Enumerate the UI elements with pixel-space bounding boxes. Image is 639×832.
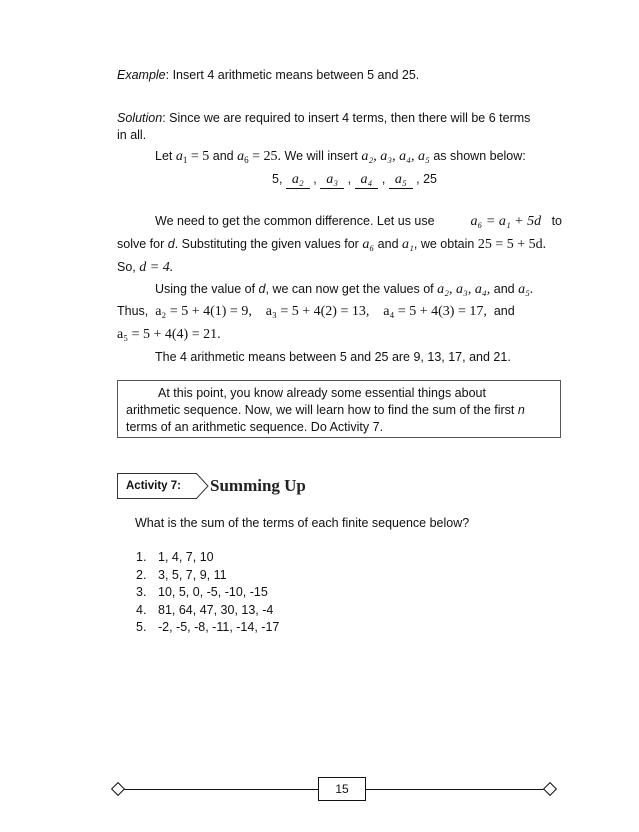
diff-text-1: We need to get the common difference. Let us use xyxy=(155,214,435,228)
eq-a4: a₄ = 5 + 4(3) = 17, xyxy=(383,304,487,319)
using-line: Using the value of d, we can now get the values of a₂, a₃, a₄, and a₅. xyxy=(155,282,534,297)
list-item: 1. 1, 4, 7, 10 xyxy=(136,550,214,564)
activity-arrow-icon xyxy=(196,473,210,499)
seq-first: 5, xyxy=(272,172,283,186)
a1-eq: $a_1 = 5$ xyxy=(175,149,210,165)
eq-a3: a₃ = 5 + 4(2) = 13, xyxy=(265,304,370,319)
list-item: 2. 3, 5, 7, 9, 11 xyxy=(136,568,227,582)
diff-to: to xyxy=(551,214,562,228)
seq-blank-a4: a₄ xyxy=(355,172,379,189)
a6-eq: $a_6 = 25$. xyxy=(237,149,282,165)
inserted-terms: a₂, a₃, a₄, a₅ xyxy=(361,149,430,164)
footer-line-right xyxy=(366,789,548,790)
thus-label: Thus, xyxy=(117,304,149,318)
d-value: d = 4. xyxy=(139,260,174,275)
shown-below-text: as shown below: xyxy=(433,149,526,163)
solution-text: : Since we are required to insert 4 terms, then there will be 6 terms xyxy=(162,111,531,125)
diff-line-2: solve for d. Substituting the given values for a₆ and a₁, we obtain 25 = 5 + 5d. xyxy=(117,237,547,252)
diff-equation: 25 = 5 + 5d. xyxy=(477,237,547,252)
box-line-2: arithmetic sequence. Now, we will learn how to find the sum of the first n xyxy=(126,403,525,417)
info-box xyxy=(117,380,561,438)
list-item: 5. -2, -5, -8, -11, -14, -17 xyxy=(136,620,280,634)
footer-line-left xyxy=(122,789,318,790)
activity-tag: Activity 7: xyxy=(117,473,197,499)
solution-line xyxy=(117,110,562,126)
activity-title: Summing Up xyxy=(210,476,306,495)
seq-last: 25 xyxy=(423,172,438,186)
will-insert-text: We will insert xyxy=(284,149,358,163)
eq-a2: a₂ = 5 + 4(1) = 9, xyxy=(155,304,252,319)
eq-a5: a₅ = 5 + 4(4) = 21. xyxy=(117,327,221,342)
let-line xyxy=(155,148,600,165)
seq-blank-a5: a₅ xyxy=(389,172,413,189)
list-item: 4. 81, 64, 47, 30, 13, -4 xyxy=(136,603,274,617)
and-word: and xyxy=(212,149,234,163)
seq-blank-a2: a₂ xyxy=(286,172,310,189)
seq-blank-a3: a₃ xyxy=(320,172,344,189)
page-number: 15 xyxy=(318,777,366,801)
diff-line-1 xyxy=(155,213,562,230)
using-terms: a₂, a₃, a₄, xyxy=(437,282,491,297)
solution-line-2: in all. xyxy=(117,128,147,142)
diamond-left-icon xyxy=(111,782,125,796)
list-item: 3. 10, 5, 0, -5, -10, -15 xyxy=(136,585,268,599)
let-word: Let xyxy=(155,149,173,163)
activity-question: What is the sum of the terms of each finite sequence below? xyxy=(135,516,470,530)
box-line-1: At this point, you know already some essential things about xyxy=(158,386,486,400)
example-line xyxy=(117,67,562,83)
sequence-line: 5, a₂ , a₃ , a₄ , a₅ , 25 xyxy=(272,172,438,187)
solution-label: Solution xyxy=(117,111,163,125)
example-text: : Insert 4 arithmetic means between 5 and 25. xyxy=(165,68,420,82)
diamond-right-icon xyxy=(543,782,557,796)
thus-line-2 xyxy=(117,326,562,343)
box-line-3: terms of an arithmetic sequence. Do Activity 7. xyxy=(126,420,384,434)
diff-formula: a₆ = a₁ + 5d xyxy=(470,214,542,229)
thus-line: Thus, a₂ = 5 + 4(1) = 9, a₃ = 5 + 4(2) = 13, a₄ = 5 + 4(3) = 17, and xyxy=(117,304,515,319)
example-label: Example xyxy=(117,68,166,82)
diff-line-3: So, d = 4. xyxy=(117,260,174,275)
conclusion-line: The 4 arithmetic means between 5 and 25 are 9, 13, 17, and 21. xyxy=(155,350,511,364)
